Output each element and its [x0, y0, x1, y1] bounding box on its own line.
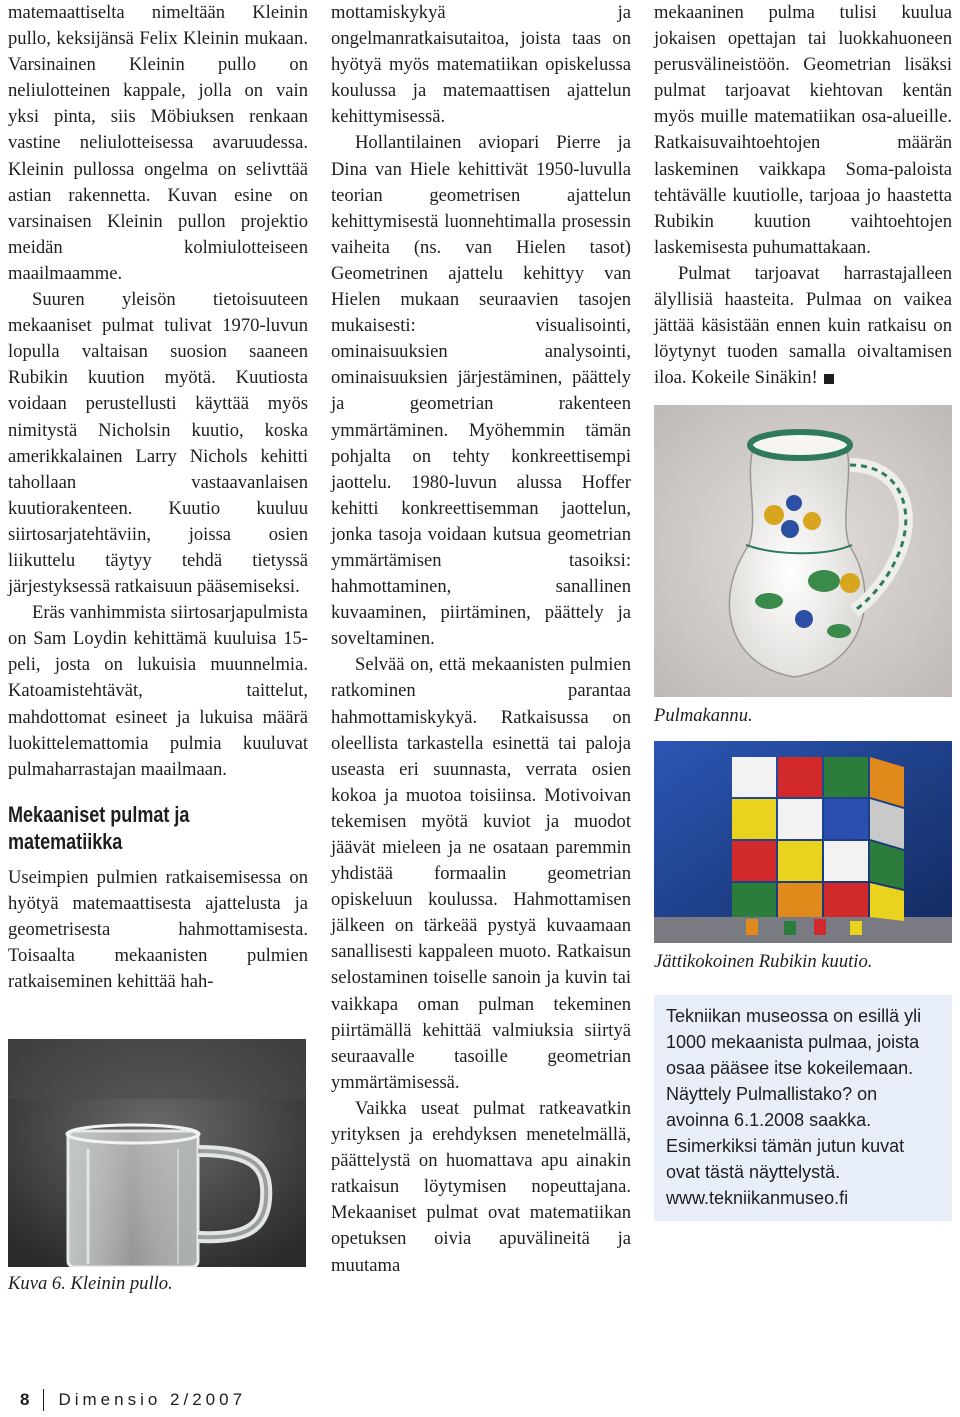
paragraph — [654, 261, 952, 391]
info-text: Tekniikan museossa on esillä yli 1000 mekaanista pulmaa, joista osaa pääsee itse kokeilemaan. — [666, 1006, 922, 1079]
page-number: 8 — [20, 1390, 30, 1409]
cube-front-face — [732, 757, 868, 917]
museum-info-box — [654, 995, 952, 1221]
paragraph: Suuren yleisön tietoisuuteen mekaaniset pulmat tulivat 1970-luvun lopulla valtaisan suosion saaneen Rubikin kuution myötä. Kuutiosta voidaan perustellusti käyttää myös nimitystä Nicholsin kuutio, koska amerikkalainen Larry Nichols kehitti tahollaan vastaavanlaisen kuutiorakenteen. Kuutio kuuluu siirtosarjatehtäviin, joissa osien liikuttelu täytyy tehdä tietyssä järjestyksessä ratkaisuun pääsemiseksi. — [8, 289, 308, 598]
puzzle-jug-photo — [654, 405, 952, 697]
paragraph: Vaikka useat pulmat ratkeavatkin yrityksen ja erehdyksen menetelmällä, päättelystä on huomattava apu ainakin ratkaisun löytymisen nopeuttajana. Mekaaniset pulmat ovat matematiikan opetuksen oivia apuvälineitä ja muutama — [331, 1097, 631, 1276]
magazine-name: Dimensio 2/2007 — [58, 1390, 247, 1409]
page-footer — [20, 1389, 246, 1411]
museum-url: www.tekniikanmuseo.fi — [666, 1188, 849, 1209]
section-heading: Mekaaniset pulmat ja matematiikka — [8, 801, 190, 854]
info-text: Näyttely Pulmallistako? on avoinna 6.1.2008 saakka. — [666, 1084, 878, 1131]
photo-caption: Kuva 6. Kleinin pullo. — [8, 1273, 173, 1295]
paragraph: mottamiskykyä ja ongelmanratkaisutaitoa, joista taas on hyötyä myös matematiikan opiskelussa koulussa ja matemaattisen ajattelun kehittymisessä. — [331, 2, 631, 128]
cube-side-face — [870, 757, 904, 921]
column-3 — [654, 0, 952, 1221]
paragraph-text: Pulmat tarjoavat harrastajalleen älyllisiä haasteita. Pulmaa on vaikea jättää käsistään ennen kuin ratkaisu on löytynyt tuoden samalla oivaltamisen iloa. Kokeile Sinäkin! — [654, 262, 952, 389]
klein-bottle-photo — [8, 1039, 306, 1267]
jug-illustration — [654, 405, 952, 697]
info-text: Esimerkiksi tämän jutun kuvat ovat tästä näyttelystä. — [666, 1136, 905, 1183]
paragraph: Eräs vanhimmista siirtosarjapulmista on Sam Loydin kehittämä kuuluisa 15-peli, josta on lukuisia muunnelmia. Katoamistehtävät, taittelut, mahdottomat esineet ja lukuisa määrä luokittelemattomia pulmia kuuluvat pulmaharrastajan maailmaan. — [8, 602, 308, 780]
giant-rubiks-cube-photo — [654, 741, 952, 943]
column-1 — [8, 0, 308, 1295]
paragraph: matemaattiselta nimeltään Kleinin pullo, keksijänsä Felix Kleinin mukaan. Varsinainen Kleinin pullo on neliulotteinen kappale, jolla on vain yksi pinta, siis Möbiuksen renkaan vastine neliulotteisessa avaruudessa. Kleinin pullossa ongelma on selivttää astian rakennetta. Kuvan esine on varsinaisen Kleinin pullon projektio meidän kolmiulotteiseen maailmaamme. — [8, 2, 308, 284]
paragraph: Selvää on, että mekaanisten pulmien ratkominen parantaa hahmottamiskykyä. Ratkaisussa on oleellista tarkastella esinettä tai paloja useasta eri suunnasta, verrata osien kokoa ja muotoa toisiinsa. Motivoivan tekemisen myötä kuviot ja muodot jäävät mieleen ja ne osataan paremmin yhdistää formaalin geometrian opiskeluun koulussa. Hahmottamisen jälkeen on tärkeää pystyä kuvaamaan sanallisesti kappaleen muoto. Ratkaisun selostaminen toiselle sanoin ja kuvin tai vaikkapa oman pulman tekeminen piirtämällä kehittää valmiuksia siirtyä seuraavalle tasoille geometrian ymmärtämisessä. — [331, 654, 631, 1093]
photo-caption: Jättikokoinen Rubikin kuutio. — [654, 951, 873, 973]
rubiks-cube-illustration — [654, 741, 952, 943]
paragraph: mekaaninen pulma tulisi kuulua jokaisen opettajan tai luokkahuoneen perusvälineistöön. Geometrian lisäksi pulmat tarjoavat kiehtovan kentän myös muille matematiikan osa-alueille. Ratkaisuvaihtoehtojen määrän laskeminen vaikkapa Soma-paloista tehtävälle kuutiolle, tarjoaa jo haastetta Rubikin kuution vaihtoehtojen laskemisesta puhumattakaan. — [654, 2, 952, 258]
klein-bottle-illustration — [8, 1039, 306, 1267]
end-mark-icon — [824, 374, 834, 384]
paragraph: Useimpien pulmien ratkaisemisessa on hyötyä matemaattisesta ajattelusta ja geometrisesta hahmottamisesta. Toisaalta mekaanisten pulmien ratkaiseminen kehittää hah- — [8, 866, 308, 993]
column-2 — [331, 0, 631, 1279]
footer-divider — [43, 1389, 44, 1411]
paragraph: Hollantilainen aviopari Pierre ja Dina van Hiele kehittivät 1950-luvulla teorian geometrisen ajattelun kehittymisestä luonnehtimalla prosessin vaiheita (ns. van Hielen tasot) Geometrinen ajattelu kehittyy van Hielen mukaan seuraavien tasojen mukaisesti: visualisointi, ominaisuuksien analysointi, ominaisuuksien järjestäminen, päättely ja geometrian rakenteen ymmärtäminen. Myöhemmin tämän pohjalta on tehty konkreettisempi jaottelu. 1980-luvun alussa Hoffer kehitti konkreettisemman jaottelun, jonka tasoja voidaan kutsua geometrian ymmärtämisen tasoiksi: hahmottaminen, sanallinen kuvaaminen, piirtäminen, päättely ja soveltaminen. — [331, 132, 631, 650]
photo-caption: Pulmakannu. — [654, 705, 753, 727]
